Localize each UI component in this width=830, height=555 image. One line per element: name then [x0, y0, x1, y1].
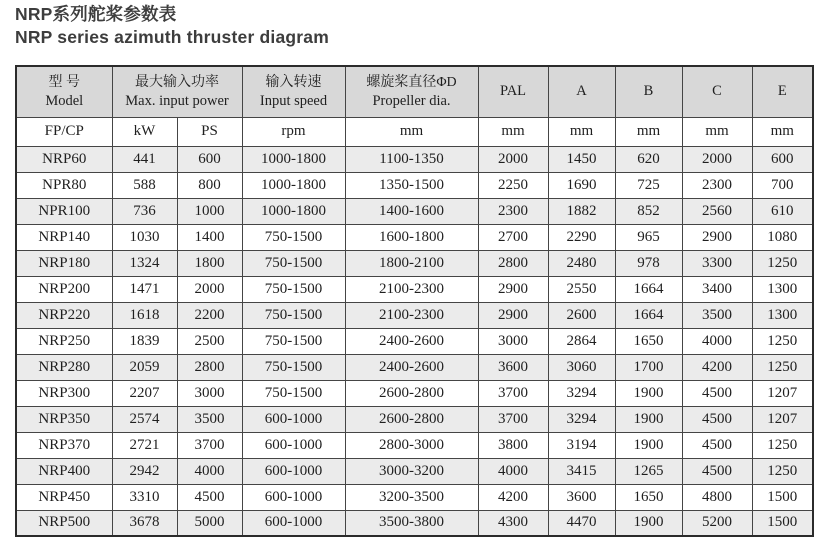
model-cell: NRP280 [16, 354, 112, 380]
value-cell: 3500 [682, 302, 752, 328]
table-row [16, 224, 813, 250]
value-cell: 750-1500 [242, 224, 345, 250]
value-cell: 600-1000 [242, 432, 345, 458]
table-row [16, 146, 813, 172]
value-cell: 1400 [177, 224, 242, 250]
value-cell: 2200 [177, 302, 242, 328]
value-cell: 700 [752, 172, 813, 198]
value-cell: 4300 [478, 510, 548, 536]
value-cell: 1000 [177, 198, 242, 224]
value-cell: 600-1000 [242, 458, 345, 484]
col-header-propeller-dia-en: Propeller dia. [372, 92, 451, 109]
col-header-input-speed [242, 66, 345, 117]
value-cell: 3194 [548, 432, 615, 458]
model-cell: NRP180 [16, 250, 112, 276]
value-cell: 3415 [548, 458, 615, 484]
value-cell: 2100-2300 [345, 302, 478, 328]
value-cell: 1471 [112, 276, 177, 302]
value-cell: 1500 [752, 510, 813, 536]
value-cell: 750-1500 [242, 302, 345, 328]
value-cell: 2400-2600 [345, 354, 478, 380]
unit-cell-b: mm [615, 117, 682, 146]
value-cell: 750-1500 [242, 276, 345, 302]
value-cell: 965 [615, 224, 682, 250]
col-header-model-en: Model [45, 92, 84, 109]
value-cell: 1650 [615, 484, 682, 510]
value-cell: 725 [615, 172, 682, 198]
value-cell: 1900 [615, 380, 682, 406]
model-cell: NPR80 [16, 172, 112, 198]
value-cell: 1000-1800 [242, 198, 345, 224]
table-row [16, 510, 813, 536]
value-cell: 3200-3500 [345, 484, 478, 510]
unit-cell-model: FP/CP [16, 117, 112, 146]
value-cell: 1839 [112, 328, 177, 354]
unit-cell-ps: PS [177, 117, 242, 146]
col-header-max-input-power-en: Max. input power [125, 92, 229, 109]
value-cell: 4800 [682, 484, 752, 510]
value-cell: 2290 [548, 224, 615, 250]
value-cell: 441 [112, 146, 177, 172]
table-body [16, 146, 813, 536]
value-cell: 1800 [177, 250, 242, 276]
value-cell: 2900 [478, 276, 548, 302]
value-cell: 2000 [682, 146, 752, 172]
table-row [16, 458, 813, 484]
model-cell: NPR100 [16, 198, 112, 224]
unit-cell-e: mm [752, 117, 813, 146]
value-cell: 1000-1800 [242, 172, 345, 198]
value-cell: 1500 [752, 484, 813, 510]
value-cell: 2550 [548, 276, 615, 302]
table-row [16, 328, 813, 354]
value-cell: 3300 [682, 250, 752, 276]
col-header-max-input-power [112, 66, 242, 117]
unit-cell-kw: kW [112, 117, 177, 146]
value-cell: 1450 [548, 146, 615, 172]
value-cell: 2560 [682, 198, 752, 224]
value-cell: 600 [752, 146, 813, 172]
value-cell: 750-1500 [242, 328, 345, 354]
value-cell: 2500 [177, 328, 242, 354]
value-cell: 2721 [112, 432, 177, 458]
model-cell: NRP300 [16, 380, 112, 406]
value-cell: 750-1500 [242, 354, 345, 380]
model-cell: NRP450 [16, 484, 112, 510]
value-cell: 1664 [615, 276, 682, 302]
thruster-parameters-table [15, 65, 814, 537]
value-cell: 3060 [548, 354, 615, 380]
value-cell: 1900 [615, 406, 682, 432]
value-cell: 3678 [112, 510, 177, 536]
col-header-max-input-power-zh: 最大输入功率 [135, 74, 219, 90]
value-cell: 2059 [112, 354, 177, 380]
value-cell: 1080 [752, 224, 813, 250]
value-cell: 1650 [615, 328, 682, 354]
table-row [16, 198, 813, 224]
value-cell: 2400-2600 [345, 328, 478, 354]
value-cell: 3000 [478, 328, 548, 354]
value-cell: 2000 [177, 276, 242, 302]
value-cell: 5000 [177, 510, 242, 536]
model-cell: NRP140 [16, 224, 112, 250]
value-cell: 2900 [682, 224, 752, 250]
unit-cell-c: mm [682, 117, 752, 146]
value-cell: 2000 [478, 146, 548, 172]
table-row [16, 354, 813, 380]
value-cell: 1250 [752, 432, 813, 458]
model-cell: NRP400 [16, 458, 112, 484]
value-cell: 4000 [682, 328, 752, 354]
unit-cell-pal: mm [478, 117, 548, 146]
value-cell: 1207 [752, 380, 813, 406]
value-cell: 2480 [548, 250, 615, 276]
value-cell: 1350-1500 [345, 172, 478, 198]
value-cell: 1618 [112, 302, 177, 328]
model-cell: NRP350 [16, 406, 112, 432]
table-row [16, 276, 813, 302]
table-row [16, 302, 813, 328]
value-cell: 2800 [478, 250, 548, 276]
value-cell: 1700 [615, 354, 682, 380]
col-header-a: A [548, 66, 615, 117]
value-cell: 2942 [112, 458, 177, 484]
value-cell: 1100-1350 [345, 146, 478, 172]
col-header-model-zh: 型 号 [48, 74, 80, 90]
value-cell: 2300 [682, 172, 752, 198]
header-row [16, 66, 813, 117]
value-cell: 3700 [478, 406, 548, 432]
model-cell: NRP200 [16, 276, 112, 302]
value-cell: 588 [112, 172, 177, 198]
value-cell: 3600 [478, 354, 548, 380]
value-cell: 1882 [548, 198, 615, 224]
page-title-zh: NRP系列舵桨参数表 [15, 4, 177, 24]
model-cell: NRP500 [16, 510, 112, 536]
value-cell: 1900 [615, 432, 682, 458]
value-cell: 750-1500 [242, 380, 345, 406]
page-title [0, 0, 830, 49]
value-cell: 3500 [177, 406, 242, 432]
value-cell: 750-1500 [242, 250, 345, 276]
value-cell: 1900 [615, 510, 682, 536]
value-cell: 4500 [177, 484, 242, 510]
value-cell: 1300 [752, 276, 813, 302]
col-header-propeller-dia-zh: 螺旋桨直径ΦD [366, 74, 457, 90]
table-row [16, 432, 813, 458]
value-cell: 3400 [682, 276, 752, 302]
table-row [16, 380, 813, 406]
value-cell: 1300 [752, 302, 813, 328]
value-cell: 1250 [752, 458, 813, 484]
value-cell: 800 [177, 172, 242, 198]
value-cell: 2800 [177, 354, 242, 380]
col-header-c: C [682, 66, 752, 117]
value-cell: 1800-2100 [345, 250, 478, 276]
col-header-pal: PAL [478, 66, 548, 117]
col-header-propeller-dia [345, 66, 478, 117]
value-cell: 610 [752, 198, 813, 224]
value-cell: 620 [615, 146, 682, 172]
value-cell: 600-1000 [242, 510, 345, 536]
value-cell: 4470 [548, 510, 615, 536]
value-cell: 1000-1800 [242, 146, 345, 172]
value-cell: 3000-3200 [345, 458, 478, 484]
col-header-b: B [615, 66, 682, 117]
value-cell: 4500 [682, 380, 752, 406]
value-cell: 1250 [752, 354, 813, 380]
value-cell: 4000 [478, 458, 548, 484]
value-cell: 1600-1800 [345, 224, 478, 250]
value-cell: 1250 [752, 250, 813, 276]
value-cell: 5200 [682, 510, 752, 536]
unit-cell-propeller: mm [345, 117, 478, 146]
value-cell: 1265 [615, 458, 682, 484]
value-cell: 2100-2300 [345, 276, 478, 302]
value-cell: 3700 [177, 432, 242, 458]
value-cell: 2864 [548, 328, 615, 354]
value-cell: 3294 [548, 380, 615, 406]
value-cell: 1207 [752, 406, 813, 432]
value-cell: 2600-2800 [345, 406, 478, 432]
value-cell: 4500 [682, 432, 752, 458]
value-cell: 3500-3800 [345, 510, 478, 536]
model-cell: NRP370 [16, 432, 112, 458]
value-cell: 600-1000 [242, 484, 345, 510]
value-cell: 3294 [548, 406, 615, 432]
value-cell: 2300 [478, 198, 548, 224]
value-cell: 3600 [548, 484, 615, 510]
table-row [16, 484, 813, 510]
model-cell: NRP250 [16, 328, 112, 354]
value-cell: 3800 [478, 432, 548, 458]
value-cell: 2800-3000 [345, 432, 478, 458]
value-cell: 978 [615, 250, 682, 276]
value-cell: 2207 [112, 380, 177, 406]
table-row [16, 406, 813, 432]
value-cell: 4200 [478, 484, 548, 510]
table-row [16, 250, 813, 276]
value-cell: 2600 [548, 302, 615, 328]
col-header-input-speed-en: Input speed [259, 92, 328, 109]
value-cell: 4500 [682, 406, 752, 432]
value-cell: 2250 [478, 172, 548, 198]
value-cell: 600 [177, 146, 242, 172]
col-header-model [16, 66, 112, 117]
value-cell: 1664 [615, 302, 682, 328]
value-cell: 4500 [682, 458, 752, 484]
value-cell: 3000 [177, 380, 242, 406]
col-header-e: E [752, 66, 813, 117]
col-header-input-speed-zh: 输入转速 [265, 74, 322, 90]
value-cell: 4000 [177, 458, 242, 484]
value-cell: 736 [112, 198, 177, 224]
value-cell: 1324 [112, 250, 177, 276]
value-cell: 3310 [112, 484, 177, 510]
value-cell: 600-1000 [242, 406, 345, 432]
value-cell: 1690 [548, 172, 615, 198]
value-cell: 852 [615, 198, 682, 224]
units-row [16, 117, 813, 146]
value-cell: 3700 [478, 380, 548, 406]
table-row [16, 172, 813, 198]
value-cell: 4200 [682, 354, 752, 380]
model-cell: NRP220 [16, 302, 112, 328]
value-cell: 2574 [112, 406, 177, 432]
value-cell: 2600-2800 [345, 380, 478, 406]
unit-cell-rpm: rpm [242, 117, 345, 146]
model-cell: NRP60 [16, 146, 112, 172]
value-cell: 1030 [112, 224, 177, 250]
unit-cell-a: mm [548, 117, 615, 146]
value-cell: 2900 [478, 302, 548, 328]
value-cell: 1400-1600 [345, 198, 478, 224]
value-cell: 1250 [752, 328, 813, 354]
page-title-en: NRP series azimuth thruster diagram [15, 27, 329, 47]
value-cell: 2700 [478, 224, 548, 250]
